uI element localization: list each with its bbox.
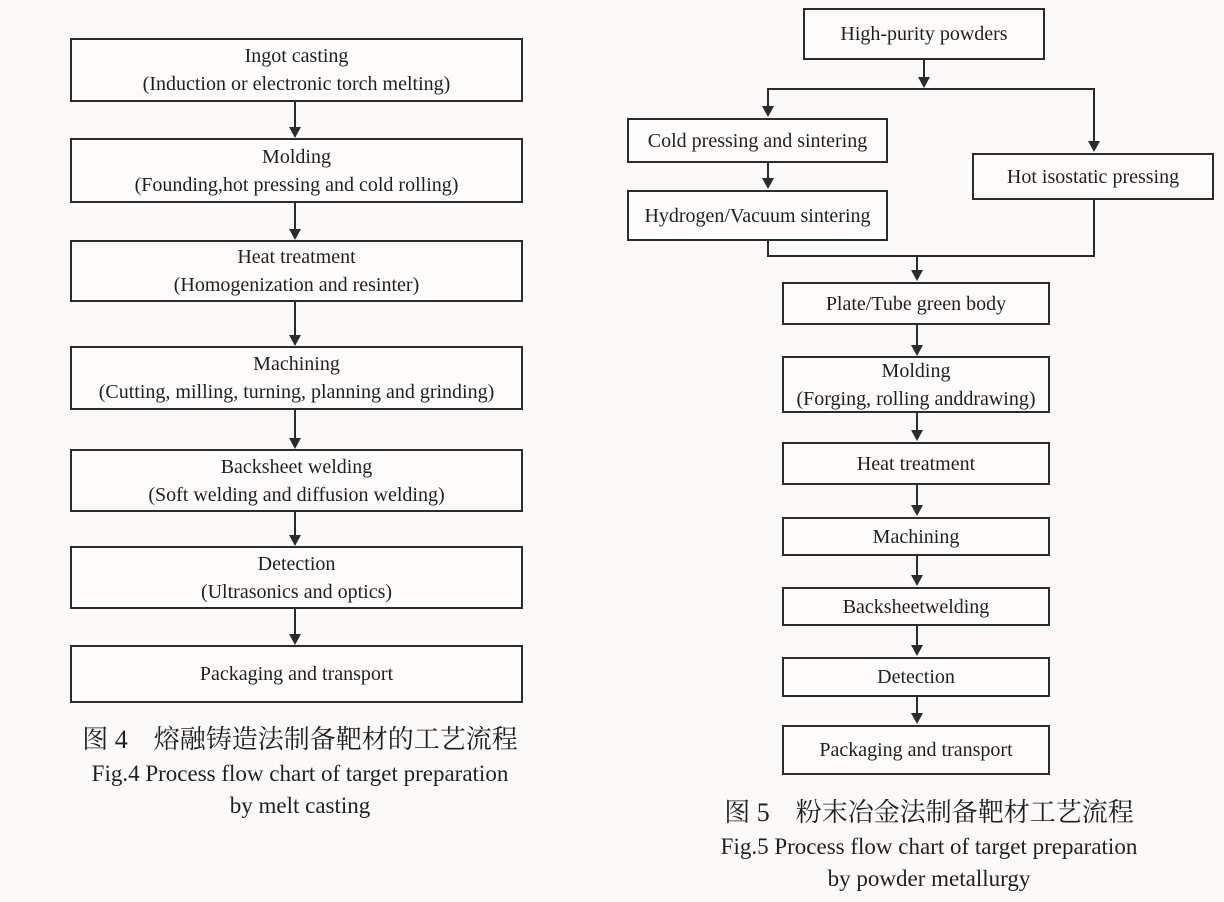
connector-line [294,203,296,229]
connector-line [916,413,918,430]
connector-line [1093,88,1095,141]
arrow-down-icon [289,438,301,449]
flow-node-hot-isostatic-pressing [972,153,1214,200]
arrow-down-icon [911,645,923,656]
node-title: Ingot casting [244,45,349,67]
node-title: Heat treatment [856,452,976,475]
node-title: Heat treatment [237,246,356,268]
figure-5-caption-en2: by powder metallurgy [827,866,1031,891]
node-subtitle: (Soft welding and diffusion welding) [148,483,445,506]
connector-line [294,512,296,535]
node-title: Cold pressing and sintering [647,129,868,152]
arrow-down-icon [911,505,923,516]
connector-line [916,325,918,345]
flow-node-detection [70,546,523,609]
arrow-down-icon [289,535,301,546]
flow-node-ingot-casting [70,38,523,102]
connector-line [916,697,918,713]
flow-node-high-purity-powders [803,8,1045,60]
arrow-down-icon [762,178,774,189]
figure-4-caption-en: Fig.4 Process flow chart of target preparation [91,761,509,786]
node-subtitle: (Homogenization and resinter) [173,274,420,296]
arrow-down-icon [911,270,923,281]
flow-node-heat-treatment [70,240,523,302]
connector-line [767,163,769,178]
flow-node-plate-tube-green-body [782,282,1050,325]
arrow-down-icon [762,106,774,117]
node-subtitle: (Ultrasonics and optics) [200,580,393,603]
arrow-down-icon [911,713,923,724]
arrow-down-icon [911,430,923,441]
arrow-down-icon [1088,141,1100,152]
arrow-down-icon [289,634,301,645]
node-title: Packaging and transport [199,663,394,685]
arrow-down-icon [911,345,923,356]
figure-5-caption-zh: 图 5 粉末冶金法制备靶材工艺流程 [724,798,1134,827]
node-title: Molding [262,145,331,168]
node-title: Machining [872,525,960,548]
connector-line [916,626,918,645]
branch-line [768,88,1095,90]
flow-node-packaging-transport [782,725,1050,775]
flow-node-machining [782,517,1050,556]
arrow-down-icon [289,229,301,240]
node-title: Detection [877,666,955,688]
node-title: Hydrogen/Vacuum sintering [644,204,871,227]
figure-5-caption [699,795,1159,895]
connector-line [1093,200,1095,257]
node-title: Packaging and transport [819,739,1013,761]
arrow-down-icon [289,335,301,346]
connector-line [916,485,918,505]
figure-5-caption-en: Fig.5 Process flow chart of target preparation [720,834,1138,859]
merge-line [767,255,1095,257]
node-subtitle: (Founding,hot pressing and cold rolling) [134,173,459,196]
flow-node-packaging-transport [70,645,523,703]
node-title: Plate/Tube green body [825,292,1007,315]
connector-line [916,556,918,575]
flow-node-machining [70,346,523,410]
figure-4-caption [70,722,530,822]
connector-line [294,102,296,127]
node-subtitle: (Forging, rolling anddrawing) [796,387,1036,410]
node-title: Backsheet welding [220,455,373,478]
connector-line [916,255,918,270]
connector-line [294,609,296,634]
figure-4-caption-zh: 图 4 熔融铸造法制备靶材的工艺流程 [82,725,518,754]
connector-line [767,88,769,106]
arrow-down-icon [918,77,930,88]
node-title: Hot isostatic pressing [1006,165,1180,188]
flow-node-hydrogen-vacuum-sintering [627,190,888,241]
flow-node-molding [70,138,523,203]
node-title: Molding [881,359,951,382]
flow-node-detection [782,657,1050,697]
flow-node-backsheet-welding [70,449,523,512]
node-title: Backsheetwelding [842,595,990,618]
connector-line [294,302,296,335]
node-subtitle: (Cutting, milling, turning, planning and grinding) [98,381,495,403]
flow-node-heat-treatment [782,442,1050,485]
connector-line [923,60,925,77]
figure-4-caption-en2: by melt casting [229,793,371,818]
arrow-down-icon [911,575,923,586]
flow-node-molding [782,356,1050,413]
connector-line [294,410,296,438]
node-title: Machining [253,353,340,375]
flow-node-cold-pressing-sintering [627,118,888,163]
node-title: Detection [257,552,336,575]
arrow-down-icon [289,127,301,138]
node-title: High-purity powders [840,23,1008,45]
flow-node-backsheet-welding [782,587,1050,626]
node-subtitle: (Induction or electronic torch melting) [142,73,451,95]
